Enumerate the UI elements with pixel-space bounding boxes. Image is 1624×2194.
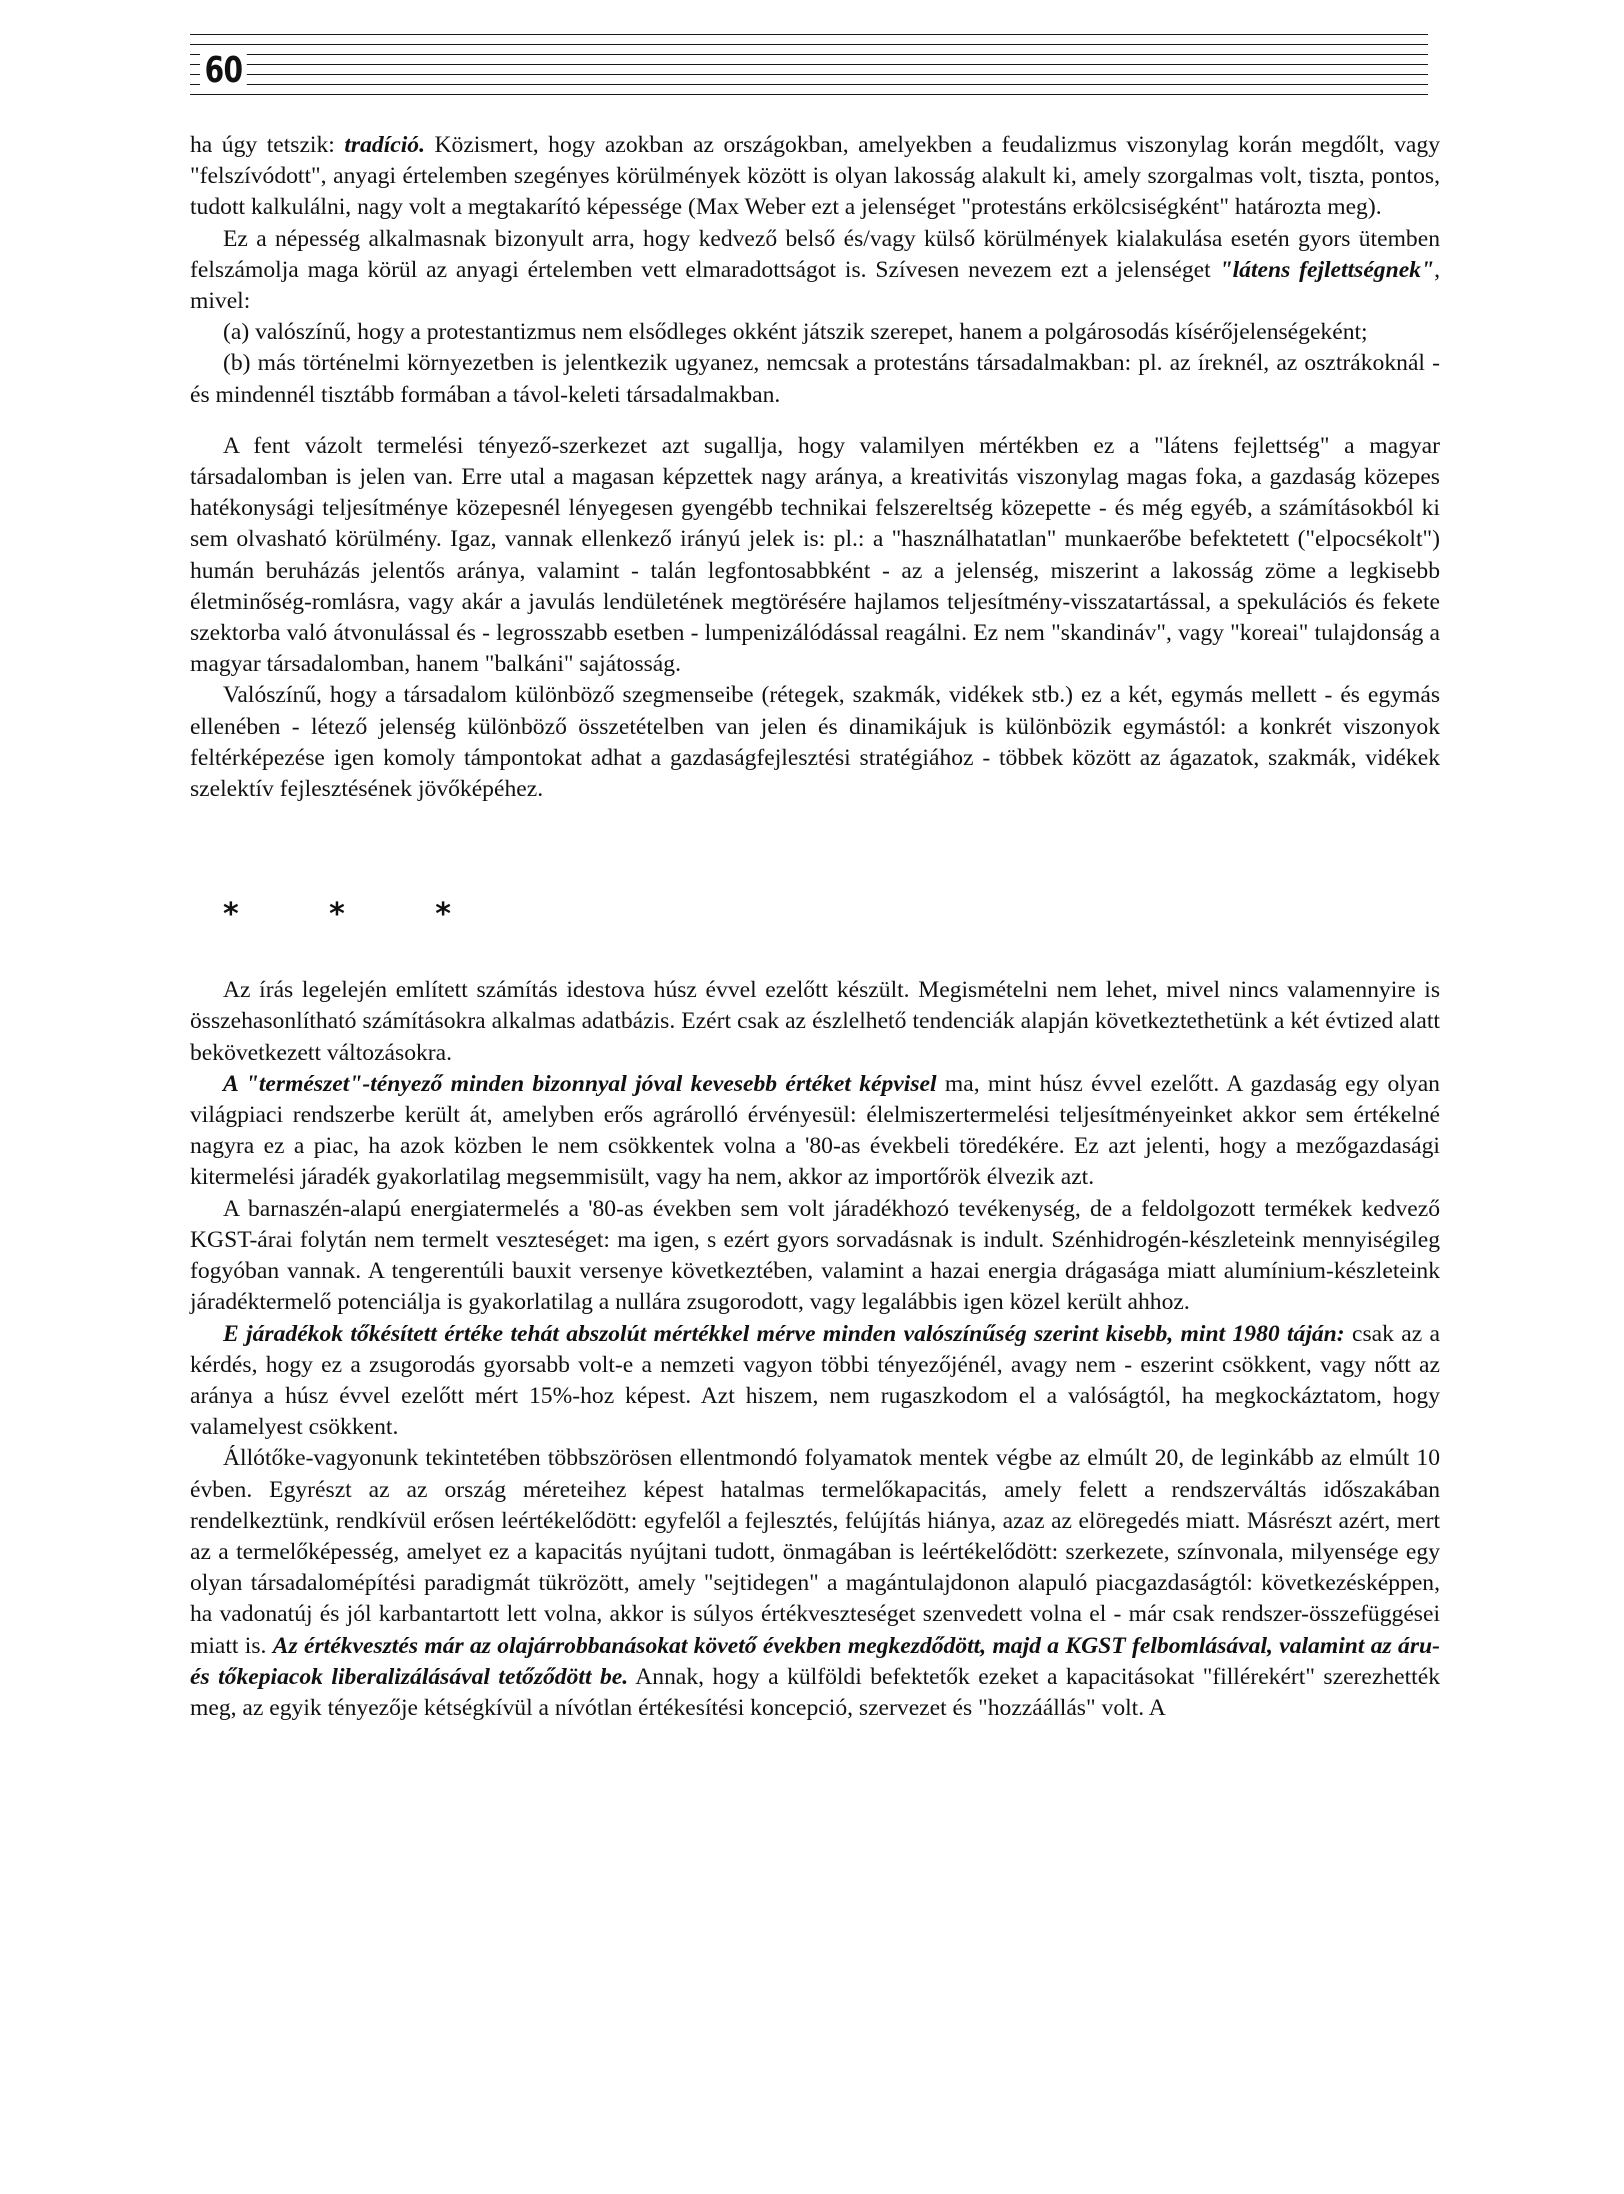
paragraph [190, 317, 1440, 348]
emphasized-text: tradíció. [344, 132, 425, 158]
section-separator: * * * [223, 897, 491, 933]
paragraph-text: Valószínű, hogy a társadalom különböző szegmenseibe (rétegek, szakmák, vidékek stb.) ez a két, egymás mellett - és egymás ellenében - létező jelenség különböző összetételben van jelen és dinamikájuk is különbözik egymástól: a konkrét viszonyok feltérképezése igen komoly támpontokat adhat a gazdaságfejlesztési stratégiához - többek között az ágazatok, szakmák, vidékek szelektív fejlesztésének jövőképéhez. [190, 682, 1440, 803]
header-rule [190, 44, 1428, 45]
paragraph-text: A barnaszén-alapú energiatermelés a '80-as években sem volt járadékhozó tevékenység, de a feldolgozott termékek kedvező KGST-árai folytán nem termelt veszteséget: ma igen, s ezért gyors sorvadásnak is indult. Szénhidrogén-készleteink mennyiségileg fogyóban vannak. A tengerentúli bauxit versenye következtében, valamint a hazai energia drágasága miatt alumínium-készleteink járadéktermelő potenciálja is gyakorlatilag a nullára zsugorodott, vagy legalábbis igen közel került ahhoz. [190, 1195, 1440, 1316]
document-body [190, 130, 1440, 1724]
emphasized-text: A "természet"-tényező minden bizonnyal jóval kevesebb értéket képvisel [223, 1070, 937, 1097]
emphasized-text: Az értékvesztés már az olajárrobbanásokat követő években megkezdődött, majd a KGST felbomlásával, valamint az áru- és tőkepiacok liberalizálásával tetőződött be. [190, 1632, 1441, 1690]
header-rule [190, 94, 1428, 95]
paragraph-text: Annak, hogy a külföldi befektetők ezeket a kapacitásokat "fillérekért" szerezhették meg, az egyik tényezője kétségkívül a nívótlan értékesítési koncepció, szervezet és "hozzáállás" volt. A [190, 1663, 1440, 1721]
paragraph-text: Közismert, hogy azokban az országokban, amelyekben a feudalizmus viszonylag korán megdőlt, vagy "felszívódott", anyagi értelemben szegényes körülmények között is olyan lakosság alakult ki, amely szorgalmas volt, tiszta, pontos, tudott kalkulálni, nagy volt a megtakarító képessége (Max Weber ezt a jelenséget "protestáns erkölcsiségként" határozta meg). [190, 132, 1440, 221]
paragraph-text: Ez a népesség alkalmasnak bizonyult arra, hogy kedvező belső és/vagy külső körülmények kialakulása esetén gyors ütemben felszámolja maga körül az anyagi értelemben vett elmaradottságot is. Szívesen nevezem ezt a jelenséget [190, 225, 1440, 283]
text-section [190, 431, 1440, 805]
paragraph [190, 680, 1440, 805]
page-header [190, 30, 1428, 110]
paragraph-text: (a) valószínű, hogy a protestantizmus nem elsődleges okként játszik szerepet, hanem a polgárosodás kísérőjelenségeként; [223, 319, 1368, 346]
paragraph-text: , mivel: [190, 256, 1440, 315]
paragraph-text: ma, mint húsz évvel ezelőtt. A gazdaság egy olyan világpiaci rendszerbe került át, amelyben erős agrárolló érvényesül: élelmiszertermelési teljesítményeinket akkor sem értékelné nagyra ez a piac, ha azok közben le nem csökkentek volna a '80-as évekbeli töredékére. Ez azt jelenti, hogy a mezőgazdasági kitermelési járadék gyakorlatilag megsemmisült, vagy ha nem, akkor az importőrök élvezik azt. [190, 1070, 1440, 1191]
paragraph [190, 1443, 1440, 1724]
header-rule [190, 74, 1428, 75]
paragraph [190, 348, 1440, 410]
paragraph [190, 431, 1440, 681]
paragraph-text: ha úgy tetszik: [190, 132, 345, 158]
emphasized-text: "látens fejlettségnek" [1219, 256, 1435, 283]
paragraph-text: (b) más történelmi környezetben is jelentkezik ugyanez, nemcsak a protestáns társadalmakban: pl. az íreknél, az osztrákoknál - és mindennél tisztább formában a távol-keleti társadalmakban. [190, 350, 1440, 408]
header-rule [190, 54, 1428, 55]
emphasized-text: E járadékok tőkésített értéke tehát abszolút mértékkel mérve minden valószínűség szerint kisebb, mint 1980 táján: [223, 1320, 1345, 1347]
paragraph-text: Állótőke-vagyonunk tekintetében többszörösen ellentmondó folyamatok mentek végbe az elmúlt 20, de leginkább az elmúlt 10 évben. Egyrészt az az ország méreteihez képest hatalmas termelőkapacitás, amely felett a rendszerváltás időszakában rendelkeztünk, rendkívül erősen leértékelődött: egyfelől a fejlesztés, felújítás hiánya, azaz az elöregedés miatt. Másrészt azért, mert az a termelőképesség, amelyet ez a kapacitás nyújtani tudott, önmagában is leértékelődött: szerkezete, színvonala, milyensége egy olyan társadalomépítési paradigmát tükrözött, amely "sejtidegen" a magántulajdonon alapuló piacgazdaságtól: következésképpen, ha vadonatúj és jól karbantartott lett volna, akkor is súlyos értékveszteséget szenvedett volna el - már csak rendszer-összefüggései miatt is. [190, 1445, 1440, 1659]
header-rule [190, 34, 1428, 35]
paragraph-text: csak az a kérdés, hogy ez a zsugorodás gyorsabb volt-e a nemzeti vagyon többi tényezőjénél, avagy nem - eszerint csökkent, vagy nőtt az aránya a húsz évvel ezelőtt mért 15%-hoz képest. Azt hiszem, nem rugaszkodom el a valóságtól, ha megkockáztatom, hogy valamelyest csökkent. [190, 1320, 1440, 1441]
paragraph-text: Az írás legelején említett számítás idestova húsz évvel ezelőtt készült. Megismételni nem lehet, mivel nincs valamennyire is összehasonlítható számításokra alkalmas adatbázis. Ezért csak az észlelhető tendenciák alapján következtethetünk a két évtized alatt bekövetkezett változásokra. [190, 977, 1440, 1066]
text-section [190, 130, 1440, 411]
paragraph [190, 224, 1440, 318]
spacer [190, 805, 1440, 895]
header-rule [190, 64, 1428, 65]
paragraph-text: A fent vázolt termelési tényező-szerkezet azt sugallja, hogy valamilyen mértékben ez a "látens fejlettség" a magyar társadalomban is jelen van. Erre utal a magasan képzettek nagy aránya, a kreativitás viszonylag magas foka, a gazdaság közepes hatékonysági teljesítménye közepesnél lényegesen gyengébb technikai felszereltség közepette - és még egyéb, a számításokból ki sem olvasható körülmény. Igaz, vannak ellenkező irányú jelek is: pl.: a "használhatatlan" munkaerőbe befektetett ("elpocsékolt") humán beruházás jelentős aránya, valamint - talán legfontosabbként - az a jelenség, miszerint a lakosság zöme a legkisebb életminőség-romlásra, vagy akár a javulás lendületének megtörésére hajlamos teljesítmény-visszatartással, a spekulációs és fekete szektorba való átvonulással és - legrosszabb esetben - lumpenizálódással reagálni. Ez nem "skandináv", vagy "koreai" tulajdonság a magyar társadalomban, hanem "balkáni" sajátosság. [190, 432, 1440, 678]
paragraph [190, 1069, 1440, 1194]
paragraph [190, 1194, 1440, 1319]
spacer [190, 411, 1440, 431]
text-section [190, 975, 1440, 1724]
header-rule [190, 84, 1428, 85]
paragraph [190, 975, 1440, 1069]
page-number: 60 [200, 53, 247, 89]
paragraph [190, 130, 1440, 224]
paragraph [190, 1319, 1440, 1444]
